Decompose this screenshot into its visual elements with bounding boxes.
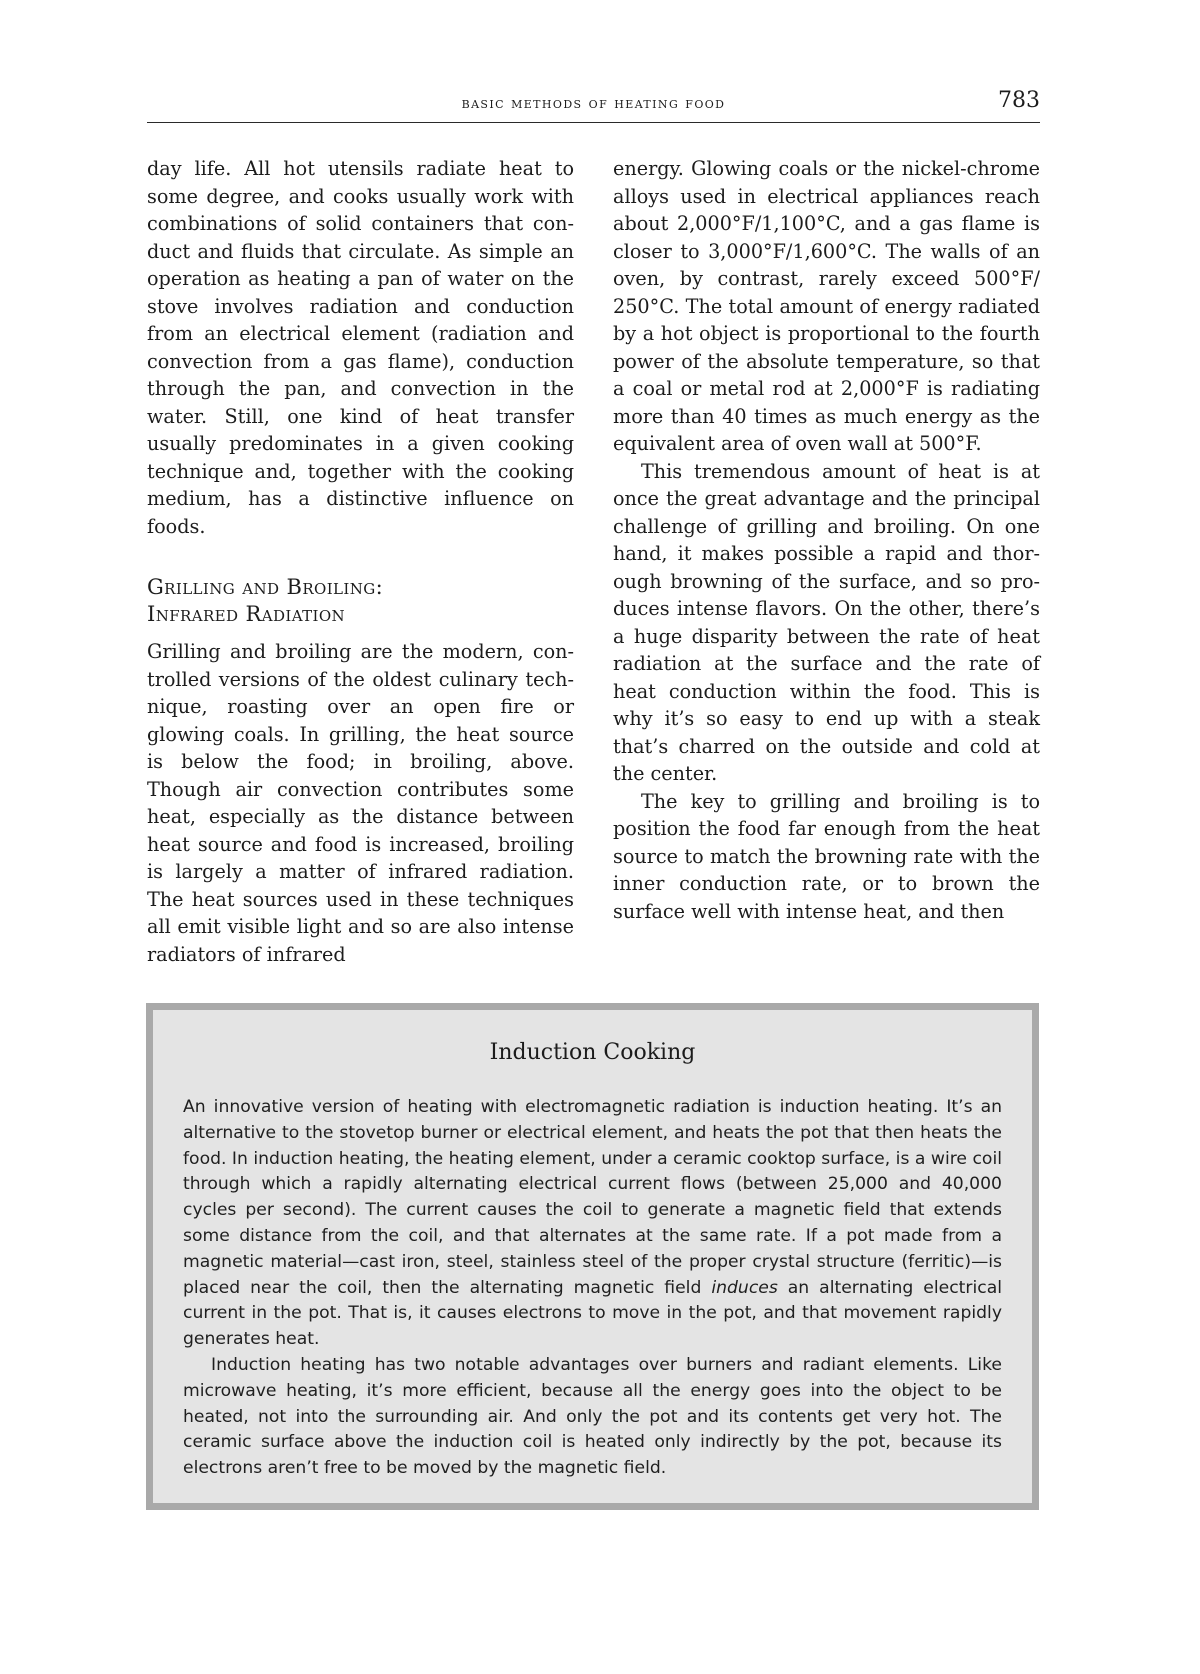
section-heading-line-2: Infrared Radiation (147, 602, 346, 626)
sidebar-paragraph (183, 1095, 1002, 1353)
sidebar-paragraph: Induction heating has two notable advantages over burners and radiant elements. Like microwave heating, it’s more efficient, because all the energy goes into the object to be heated, not into the surrounding air. And only the pot and its contents get very hot. The ceramic surface above the induction coil is heated only indirectly by the pot, because its electrons aren’t free to be moved by the magnetic field. (183, 1354, 1002, 1479)
body-paragraph: Grilling and broiling are the modern, controlled versions of the oldest culinary technique, roasting over an open fire or glowing coals. In grilling, the heat source is below the food; in broiling, above. Though air convection contributes some heat, especially as the distance between heat source and food is increased, broiling is largely a matter of infrared radiation. The heat sources used in these techniques all emit visible light and so are also intense radiators of infrared (147, 640, 574, 966)
left-column (147, 155, 574, 968)
sidebar-text: An innovative version of heating with electromagnetic radiation is induction heating. It’s an alternative to the stovetop burner or electrical element, and heats the pot that then heats the food. In induction heating, the heating element, under a ceramic cooktop surface, is a wire coil through which a rapidly alternating electrical current flows (between 25,000 and 40,000 cycles per second). The current causes the coil to generate a magnetic field that extends some distance from the coil, and that alternates at the same rate. If a pot made from a magnetic material—cast iron, steel, stainless steel of the proper crystal structure (ferritic)—is placed near the coil, then the alternating magnetic field (183, 1097, 1002, 1298)
sidebar-box (146, 1003, 1039, 1510)
body-paragraph: day life. All hot utensils radiate heat to some degree, and cooks usually work with combinations of solid containers that conduct and fluids that circulate. As simple an operation as heating a pan of water on the stove involves radiation and conduction from an electrical element (radiation and convection from a gas flame), conduction through the pan, and convection in the water. Still, one kind of heat transfer usually predominates in a given cooking technique and, together with the cooking medium, has a distinctive influence on foods. (147, 157, 574, 538)
running-title: basic methods of heating food (461, 94, 726, 112)
section-heading-line-1: Grilling and Broiling: (147, 575, 384, 599)
body-paragraph: The key to grilling and broiling is to position the food far enough from the heat source to match the browning rate with the inner conduction rate, or to brown the surface well with intense heat, and then (613, 789, 1040, 923)
body-paragraph: energy. Glowing coals or the nickel-chrome alloys used in electrical appliances reach about 2,000°F/1,100°C, and a gas flame is closer to 3,000°F/1,600°C. The walls of an oven, by contrast, rarely exceed 500°F/ 250°C. The total amount of energy radiated by a hot object is proportional to the fourth power of the absolute temperature, so that a coal or metal rod at 2,000°F is radiating more than 40 times as much energy as the equivalent area of oven wall at 500°F. (613, 157, 1040, 455)
body-paragraph: This tremendous amount of heat is at once the great advantage and the principal challenge of grilling and broiling. On one hand, it makes possible a rapid and thorough browning of the surface, and so produces intense flavors. On the other, there’s a huge disparity between the rate of heat radiation at the surface and the rate of heat conduction within the food. This is why it’s so easy to end up with a steak that’s charred on the outside and cold at the center. (613, 459, 1040, 785)
section-heading (147, 574, 574, 628)
sidebar-body (183, 1095, 1002, 1482)
right-column (613, 155, 1040, 925)
sidebar-text: an alternating electrical current in the pot. That is, it causes electrons to move in the pot, and that movement rapidly generates heat. (183, 1277, 1002, 1350)
page-number: 783 (998, 88, 1040, 113)
running-header (147, 88, 1040, 123)
sidebar-title: Induction Cooking (489, 1040, 696, 1065)
emphasized-word: induces (711, 1277, 778, 1298)
